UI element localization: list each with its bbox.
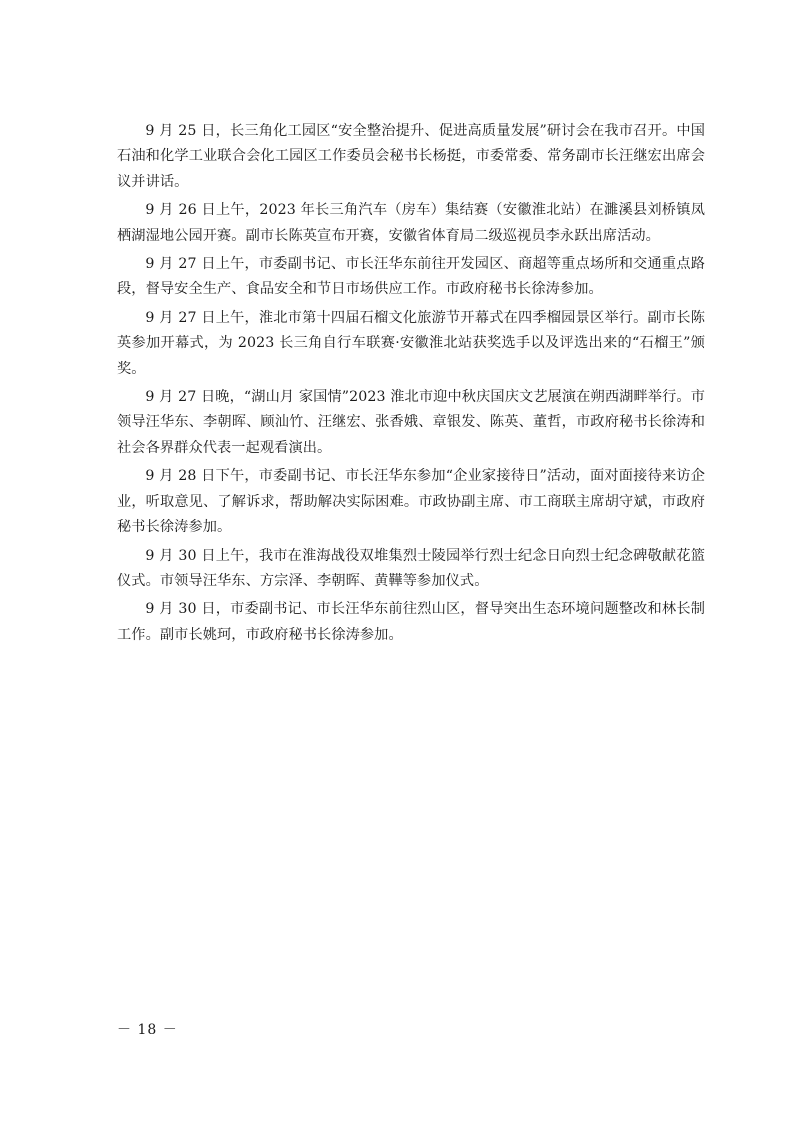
paragraph: 9 月 27 日上午，市委副书记、市长汪华东前往开发园区、商超等重点场所和交通重点路段，督导安全生产、食品安全和节日市场供应工作。市政府秘书长徐涛参加。 [117, 256, 705, 298]
paragraph: 9 月 30 日，市委副书记、市长汪华东前往烈山区，督导突出生态环境问题整改和林长制工作。副市长姚珂，市政府秘书长徐涛参加。 [117, 601, 705, 643]
paragraph: 9 月 30 日上午，我市在淮海战役双堆集烈士陵园举行烈士纪念日向烈士纪念碑敬献花篮仪式。市领导汪华东、方宗泽、李朝晖、黄鞾等参加仪式。 [117, 547, 705, 589]
page-number: － 18 － [117, 1022, 178, 1038]
paragraph: 9 月 25 日，长三角化工园区“安全整治提升、促进高质量发展”研讨会在我市召开。中国石油和化学工业联合会化工园区工作委员会秘书长杨挺，市委常委、常务副市长汪继宏出席会议并讲话。 [117, 123, 705, 190]
document-body [117, 119, 705, 651]
paragraph: 9 月 28 日下午，市委副书记、市长汪华东参加“企业家接待日”活动，面对面接待来访企业，听取意见、了解诉求，帮助解决实际困难。市政协副主席、市工商联主席胡守斌，市政府秘书长徐涛参加。 [117, 468, 705, 536]
paragraph: 9 月 27 日上午，淮北市第十四届石榴文化旅游节开幕式在四季榴园景区举行。副市长陈英参加开幕式，为 2023 长三角自行车联赛·安徽淮北站获奖选手以及评选出来的“石榴王”颁奖。 [117, 309, 705, 377]
paragraph: 9 月 27 日晚，“湖山月 家国情”2023 淮北市迎中秋庆国庆文艺展演在朔西湖畔举行。市领导汪华东、李朝晖、顾汕竹、汪继宏、张香娥、章银发、陈英、董哲，市政府秘书长徐涛和社会各界群众代表一起观看演出。 [117, 389, 705, 456]
paragraph: 9 月 26 日上午，2023 年长三角汽车（房车）集结赛（安徽淮北站）在濉溪县刘桥镇凤栖湖湿地公园开赛。副市长陈英宣布开赛，安徽省体育局二级巡视员李永跃出席活动。 [117, 202, 705, 244]
